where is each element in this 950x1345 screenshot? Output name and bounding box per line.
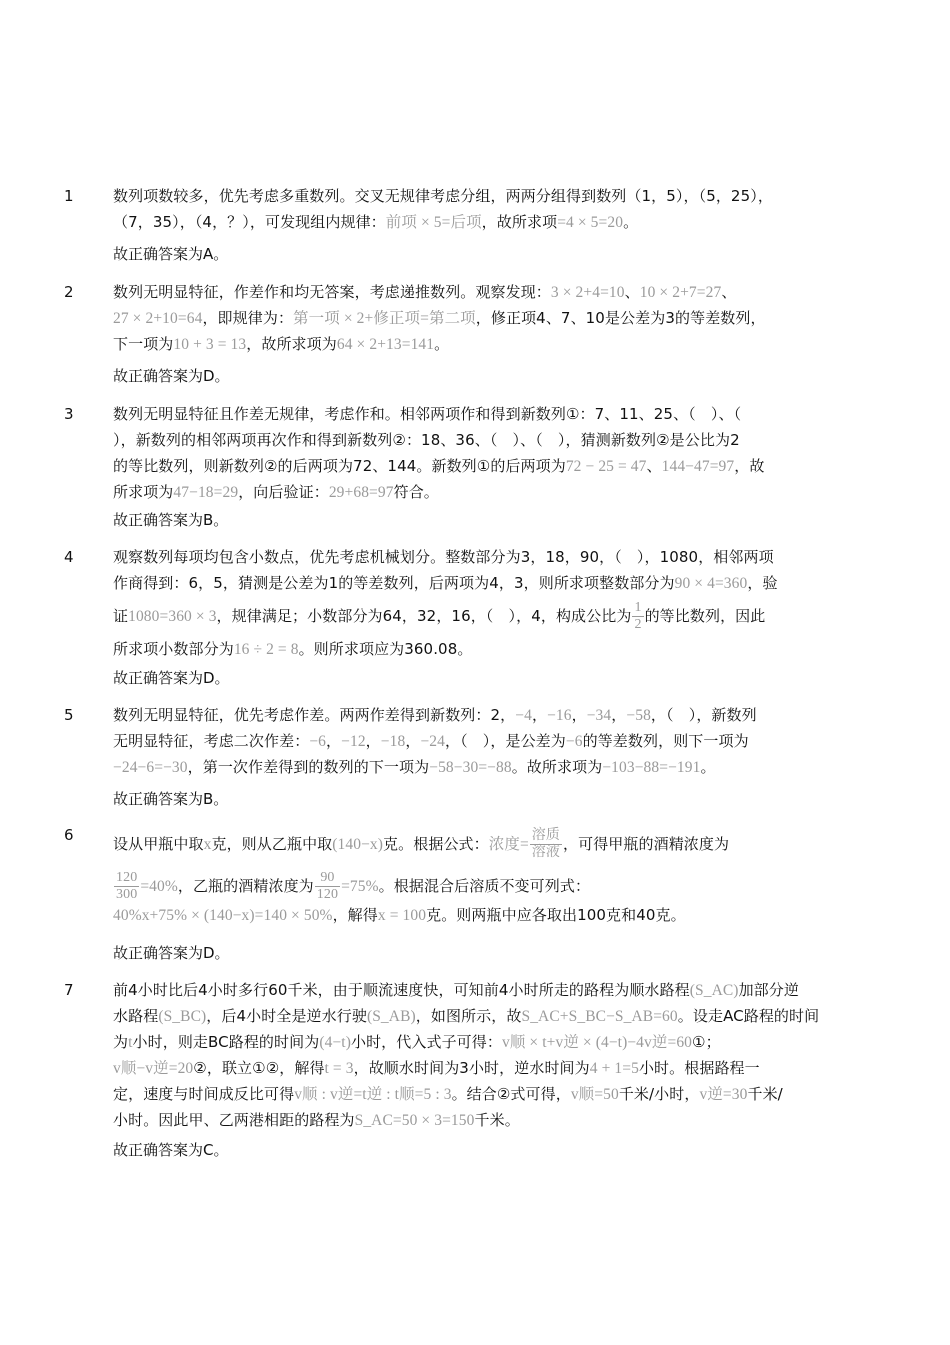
text-run: 、	[624, 283, 640, 301]
explanation	[113, 702, 863, 780]
math-run: −18	[380, 733, 406, 750]
answer-line: 故正确答案为D。	[113, 944, 230, 962]
math-run: 90 × 4=360	[674, 575, 748, 592]
explanation	[113, 824, 863, 928]
text-run: 设从甲瓶中取	[113, 835, 204, 853]
text-run: ），新数列的相邻两项再次作和得到新数列②：18、36、（ ）、（ ），猜测新数列②是公比为2	[113, 431, 740, 449]
math-run: 浓度=	[488, 836, 529, 853]
math-run: 3 × 2+4=10	[550, 284, 625, 301]
math-run: =4 × 5=20	[557, 214, 624, 231]
math-run: (140−x)	[332, 836, 384, 853]
item-number: 5	[64, 706, 74, 724]
text-run: 为	[113, 1033, 129, 1051]
math-run: x	[203, 836, 212, 853]
math-run: t = 3	[324, 1060, 354, 1077]
math-run: −6	[309, 733, 327, 750]
text-run: ，修正项4、7、10是公差为3的等差数列，	[475, 309, 766, 327]
text-run: 前4小时比后4小时多行60千米，由于顺流速度快，可知前4小时所走的路程为顺水路程	[113, 981, 690, 999]
fraction-one-half: $\frac{1}{2}$	[634, 600, 642, 632]
text-run: 、	[646, 457, 662, 475]
text-run: 所求项小数部分为	[113, 640, 234, 658]
answer-line: 故正确答案为D。	[113, 669, 230, 687]
explanation	[113, 279, 863, 357]
text-run: ②，联立①②，解得	[193, 1059, 325, 1077]
math-run: 前项 × 5=后项	[385, 214, 482, 231]
text-run: 下一项为	[113, 335, 174, 353]
text-run: ，第一次作差得到的数列的下一项为	[187, 758, 430, 776]
math-run: 144−47=97	[661, 458, 735, 475]
answer-line: 故正确答案为B。	[113, 790, 229, 808]
math-run: v逆=30	[699, 1086, 748, 1103]
text-run: 小时，则走BC路程的时间为	[132, 1033, 320, 1051]
math-run: −4	[515, 707, 532, 724]
text-run: 的等差数列，则下一项为	[582, 732, 749, 750]
text-run: 。根据混合后溶质不变可列式：	[378, 877, 591, 895]
math-run: 第一项 × 2+修正项=第二项	[293, 310, 476, 327]
math-run: 29+68=97	[328, 484, 394, 501]
text-run: ①；	[692, 1033, 721, 1051]
text-run: 千米/	[747, 1085, 783, 1103]
math-run: 64 × 2+13=141	[336, 336, 435, 353]
text-run: ，故所求项为	[246, 335, 337, 353]
text-run: 证	[113, 607, 129, 625]
item-number: 7	[64, 981, 74, 999]
text-run: 作商得到：6，5，猜测是公差为1的等差数列，后两项为4，3，则所求项整数部分为	[113, 574, 675, 592]
text-run: 千米/小时，	[618, 1085, 700, 1103]
math-run: −103−88=−191	[602, 759, 701, 776]
text-run: 。故所求项为	[511, 758, 603, 776]
item-number: 6	[64, 826, 74, 844]
math-run: x = 100	[377, 907, 427, 924]
math-run: −24	[420, 733, 445, 750]
text-run: 。	[434, 335, 450, 353]
math-run: v顺 : v逆=t逆 : t顺=5 : 3	[294, 1086, 452, 1103]
text-run: 。	[700, 758, 716, 776]
text-run: 数列无明显特征且作差无规律，考虑作和。相邻两项作和得到新数列①：7、11、25、（ ）、（	[113, 405, 742, 423]
math-run: (4−t)	[319, 1034, 351, 1051]
text-run: 的等比数列，因此	[644, 607, 766, 625]
text-run: 加部分逆	[738, 981, 799, 999]
text-run: ，即规律为：	[202, 309, 294, 327]
text-run: ，故所求项	[481, 213, 558, 231]
text-run: ，（ ），新数列	[650, 706, 757, 724]
text-run: ，	[365, 732, 381, 750]
text-run: 。则所求项应为360.08。	[298, 640, 473, 658]
text-run: 。设走AC路程的时间	[677, 1007, 820, 1025]
text-run: ，乙瓶的酒精浓度为	[177, 877, 314, 895]
item-number: 4	[64, 548, 74, 566]
text-run: 千米。	[474, 1111, 520, 1129]
math-run: −34	[586, 707, 612, 724]
text-run: 克，则从乙瓶中取	[211, 835, 333, 853]
math-run: −24−6=−30	[113, 759, 188, 776]
math-run: 16 ÷ 2 = 8	[233, 641, 299, 658]
explanation	[113, 401, 863, 505]
math-run: v顺−v逆=20	[113, 1060, 194, 1077]
text-run: 。	[623, 213, 639, 231]
text-run: 观察数列每项均包含小数点，优先考虑机械划分。整数部分为3，18，90，（ ），1080，相邻两项	[113, 548, 774, 566]
math-run: v顺=50	[570, 1086, 619, 1103]
text-run: 数列项数较多，优先考虑多重数列。交叉无规律考虑分组，两两分组得到数列（1，5），（5，25），	[113, 187, 773, 205]
text-run: ，	[531, 706, 548, 724]
text-run: ，	[611, 706, 627, 724]
math-run: 1080=360 × 3	[128, 608, 217, 625]
text-run: 符合。	[393, 483, 439, 501]
fraction-120-300: $\frac{120}{300}$	[116, 870, 138, 902]
math-run: =75%	[341, 878, 379, 895]
text-run: 定，速度与时间成反比可得	[113, 1085, 295, 1103]
text-run: ，故顺水时间为3小时，逆水时间为	[353, 1059, 590, 1077]
item-number: 2	[64, 283, 74, 301]
math-run: S_AC+S_BC−S_AB=60	[521, 1008, 678, 1025]
math-run: 47−18=29	[173, 484, 239, 501]
math-run: 4 + 1=5	[589, 1060, 639, 1077]
text-run: 、	[721, 283, 737, 301]
math-run: (S_AB)	[366, 1008, 416, 1025]
text-run: 数列无明显特征，优先考虑作差。两两作差得到新数列：2，	[113, 706, 516, 724]
math-run: 40%x+75% × (140−x)=140 × 50%	[113, 907, 333, 924]
text-run: 小时。根据路程一	[638, 1059, 760, 1077]
text-run: ，故	[734, 457, 765, 475]
text-run: ，	[571, 706, 587, 724]
text-run: 的等比数列，则新数列②的后两项为72、144。新数列①的后两项为	[113, 457, 566, 475]
math-run: 72 − 25 = 47	[565, 458, 647, 475]
math-run: 10 × 2+7=27	[639, 284, 722, 301]
math-run: −58−30=−88	[429, 759, 512, 776]
text-run: ，如图所示，故	[415, 1007, 522, 1025]
text-run: ，	[326, 732, 342, 750]
text-run: ，可得甲瓶的酒精浓度为	[563, 835, 730, 853]
math-run: 27 × 2+10=64	[113, 310, 203, 327]
math-run: −6	[565, 733, 583, 750]
explanation	[113, 977, 863, 1133]
math-run: v顺 × t+v逆 × (4−t)−4v逆=60	[501, 1034, 693, 1051]
text-run: 小时，代入式子可得：	[350, 1033, 502, 1051]
text-run: ，解得	[332, 906, 378, 924]
math-run: 10 + 3 = 13	[173, 336, 247, 353]
math-run: (S_AC)	[689, 982, 739, 999]
text-run: （7，35），（4，？），可发现组内规律：	[113, 213, 386, 231]
math-run: −58	[626, 707, 651, 724]
fraction-solute-over-solution: $\frac{\text{溶质}}{\text{溶液}}$	[531, 828, 560, 860]
text-run: ，后4小时全是逆水行驶	[206, 1007, 367, 1025]
text-run: ，	[405, 732, 421, 750]
text-run: 水路程	[113, 1007, 159, 1025]
answer-line: 故正确答案为C。	[113, 1141, 229, 1159]
explanation	[113, 183, 863, 235]
text-run: ，（ ），是公差为	[444, 732, 566, 750]
text-run: 小时。因此甲、乙两港相距的路程为	[113, 1111, 355, 1129]
math-run: −16	[547, 707, 572, 724]
text-run: 数列无明显特征，作差作和均无答案，考虑递推数列。观察发现：	[113, 283, 551, 301]
text-run: ，验	[747, 574, 778, 592]
text-run: ，规律满足；小数部分为64，32，16，（ ），4，构成公比为	[216, 607, 632, 625]
text-run: 克。则两瓶中应各取出100克和40克。	[426, 906, 686, 924]
answer-line: 故正确答案为B。	[113, 511, 229, 529]
fraction-90-120: $\frac{90}{120}$	[316, 870, 339, 902]
math-run: S_AC=50 × 3=150	[354, 1112, 475, 1129]
math-run: (S_BC)	[158, 1008, 207, 1025]
text-run: 无明显特征，考虑二次作差：	[113, 732, 310, 750]
text-run: ，向后验证：	[238, 483, 329, 501]
item-number: 3	[64, 405, 74, 423]
math-run: =40%	[140, 878, 178, 895]
answer-line: 故正确答案为A。	[113, 245, 229, 263]
math-run: t	[128, 1034, 133, 1051]
text-run: 克。根据公式：	[383, 835, 489, 853]
item-number: 1	[64, 187, 74, 205]
answer-line: 故正确答案为D。	[113, 367, 230, 385]
text-run: 所求项为	[113, 483, 174, 501]
text-run: 。结合②式可得，	[451, 1085, 571, 1103]
math-run: −12	[341, 733, 366, 750]
explanation	[113, 544, 863, 662]
